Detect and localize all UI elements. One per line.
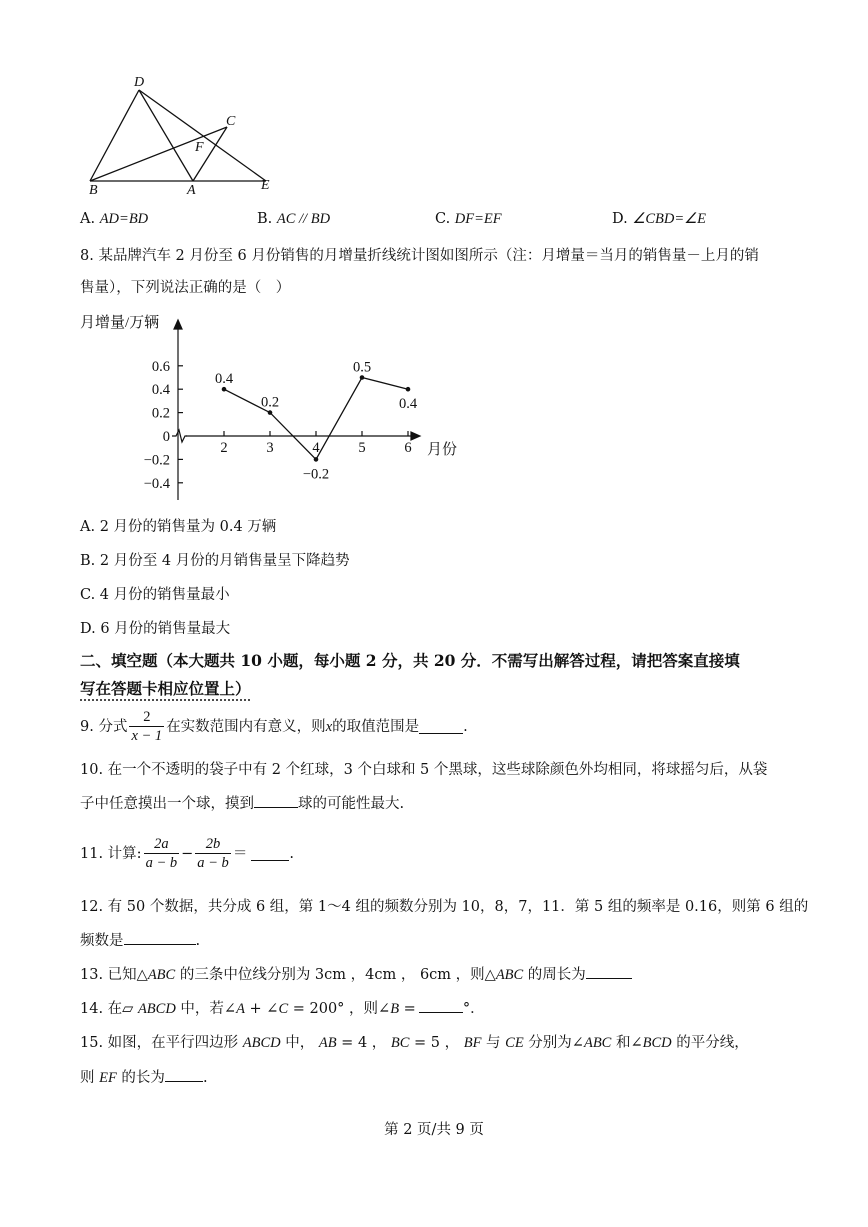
label-c: C	[226, 114, 236, 129]
q15-line1: 15. 如图，在平行四边形 ABCD 中， AB = 4 ， BC = 5 ， BF 与 CE 分别为∠ABC 和∠BCD 的平分线，	[80, 1035, 749, 1051]
y-tick-label: −0.4	[143, 475, 170, 492]
label-a: A	[187, 183, 196, 198]
q11-fraction-1: $\frac{2a}{a - b}$	[145, 836, 178, 871]
q8-option-c: C. 4 月份的销售量最小	[80, 587, 230, 603]
q15-line2: 则 EF 的长为 .	[80, 1067, 208, 1088]
data-label: 0.4	[214, 371, 234, 388]
x-axis-label: 月份	[427, 442, 458, 458]
q13: 13. 已知△ABC 的三条中位线分别为 3cm ，4cm ， 6cm ，则△ABC 的周长为	[80, 964, 632, 985]
page-footer: 第 2 页/共 9 页	[384, 1122, 484, 1138]
data-label: −0.2	[302, 466, 330, 483]
y-tick-label: 0.2	[151, 405, 170, 422]
data-point	[314, 457, 319, 462]
q9-answer-blank[interactable]	[419, 719, 463, 734]
data-label: 0.2	[260, 394, 280, 411]
q9: 9. 分式 $\frac{2}{x - 1}$ 在实数范围内有意义，则 x 的取值范围是 .	[80, 709, 468, 744]
section-heading-line1: 二、填空题（本大题共 10 小题，每小题 2 分，共 20 分．不需写出解答过程，请把答案直接填	[80, 651, 740, 670]
q14: 14. 在▱ ABCD 中，若∠A + ∠C = 200° ，则∠B = °．	[80, 998, 485, 1019]
q14-answer-blank[interactable]	[419, 998, 463, 1013]
q12-line2: 频数是 .	[80, 930, 200, 951]
q8-option-d: D. 6 月份的销售量最大	[80, 621, 231, 637]
q11: 11. 计算: $\frac{2a}{a - b}$ − $\frac{2b}{a - b}$ ＝ .	[80, 836, 294, 871]
q10-line1: 10. 在一个不透明的袋子中有 2 个红球，3 个白球和 5 个黑球，这些球除颜色外均相同，将球摇匀后，从袋	[80, 762, 768, 778]
q9-fraction: $\frac{2}{x - 1}$	[131, 709, 163, 744]
q12-answer-blank[interactable]	[124, 930, 196, 945]
q11-fraction-2: $\frac{2b}{a - b}$	[197, 836, 229, 871]
q13-answer-blank[interactable]	[586, 964, 632, 979]
x-tick-label: 4	[312, 440, 320, 456]
q15-answer-blank[interactable]	[165, 1067, 203, 1082]
data-label: 0.4	[398, 396, 418, 413]
q12-line1: 12. 有 50 个数据，共分成 6 组，第 1～4 组的频数分别为 10，8，7，11．第 5 组的频率是 0.16，则第 6 组的	[80, 899, 809, 915]
triangle-figure	[80, 70, 280, 198]
y-tick-label: 0.6	[151, 358, 170, 375]
q8-option-a: A. 2 月份的销售量为 0.4 万辆	[80, 519, 277, 535]
x-tick-label: 6	[404, 440, 412, 456]
label-f: F	[195, 140, 204, 155]
data-point	[406, 387, 411, 392]
segment-da	[139, 90, 193, 181]
segment-bc	[90, 127, 227, 181]
line-chart	[75, 305, 475, 505]
x-tick-label: 5	[358, 440, 366, 456]
y-tick-label: 0.4	[151, 382, 170, 399]
y-axis-label: 月增量/万辆	[80, 315, 160, 331]
data-label: 0.5	[352, 359, 372, 376]
section-heading-line2: 写在答题卡相应位置上）	[80, 679, 251, 698]
q11-answer-blank[interactable]	[251, 846, 289, 861]
q7-option-d: D. ∠CBD=∠E	[612, 211, 706, 227]
y-tick-label: −0.2	[143, 452, 170, 469]
segment-de	[139, 90, 266, 181]
segment-db	[90, 90, 139, 181]
q7-option-c: C. DF=EF	[435, 211, 502, 227]
x-tick-label: 3	[266, 440, 274, 456]
q8-stem-line2: 售量），下列说法正确的是（ ）	[80, 280, 291, 296]
q7-option-a: A. AD=BD	[80, 211, 149, 227]
axis-break-mark	[172, 430, 187, 442]
y-tick-label: 0	[162, 429, 170, 445]
x-axis-arrow	[411, 432, 420, 440]
q8-option-b: B. 2 月份至 4 月份的月销售量呈下降趋势	[80, 553, 350, 569]
data-point	[360, 375, 365, 380]
q10-line2: 子中任意摸出一个球，摸到 球的可能性最大.	[80, 793, 404, 814]
label-d: D	[134, 75, 145, 90]
data-point	[268, 410, 273, 415]
q7-option-b: B. AC // BD	[257, 211, 331, 227]
data-point	[222, 387, 227, 392]
x-tick-label: 2	[220, 440, 228, 456]
label-b: B	[89, 183, 98, 198]
q8-stem-line1: 8. 某品牌汽车 2 月份至 6 月份销售的月增量折线统计图如图所示（注：月增量＝当月的销售量－上月的销	[80, 248, 759, 264]
y-axis-arrow	[174, 320, 182, 329]
q10-answer-blank[interactable]	[254, 793, 298, 808]
label-e: E	[261, 178, 270, 193]
